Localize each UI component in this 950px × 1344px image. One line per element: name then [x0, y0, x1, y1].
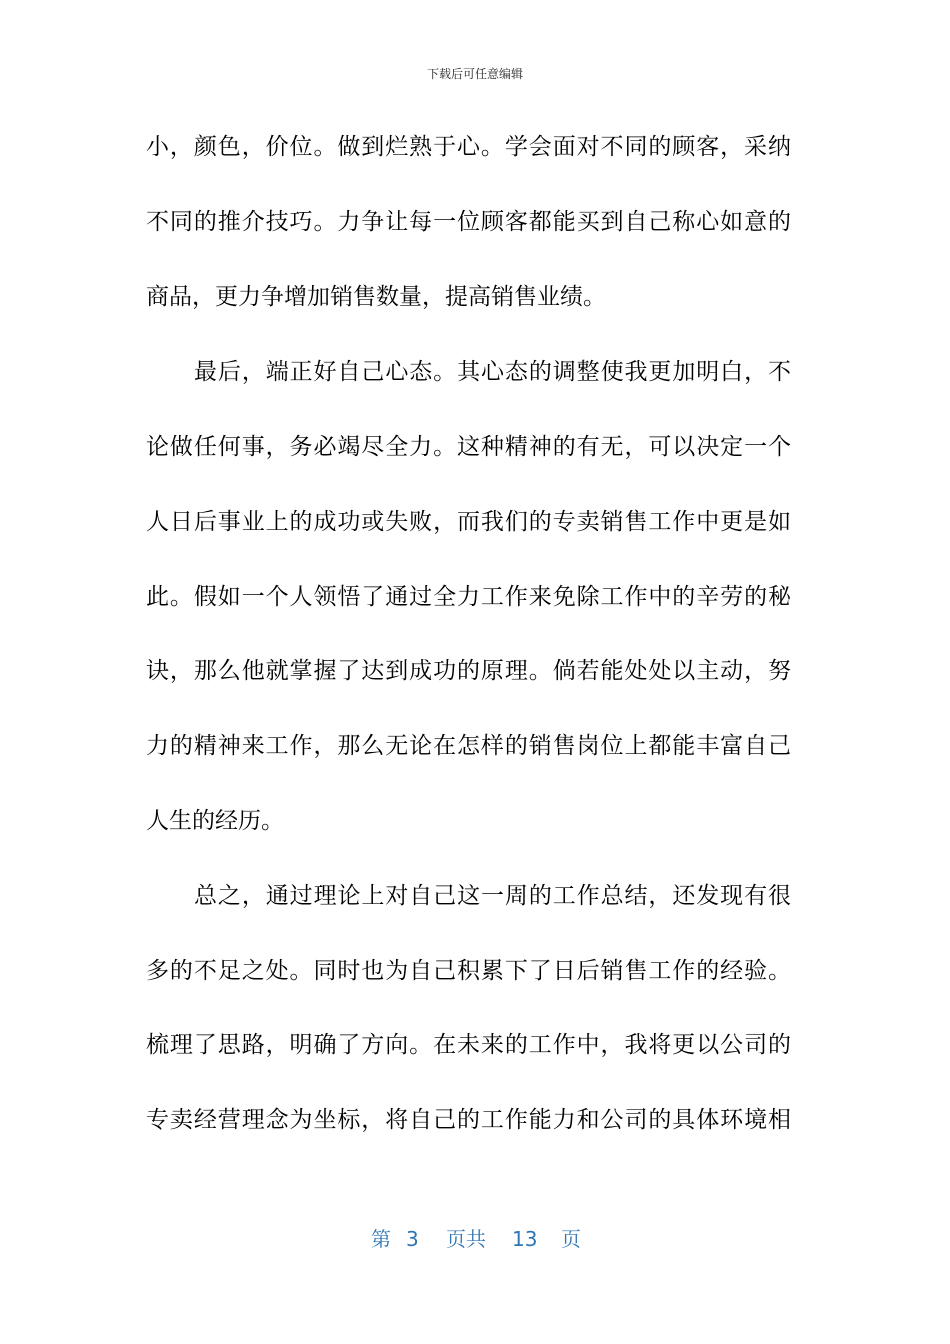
total-pages: 13 [512, 1227, 538, 1251]
footer-prefix: 第 [371, 1227, 391, 1251]
body-line: 论做任何事，务必竭尽全力。这种精神的有无，可以决定一个 [146, 434, 791, 460]
body-line: 梳理了思路，明确了方向。在未来的工作中，我将更以公司的 [146, 1032, 791, 1058]
footer-middle: 页共 [446, 1227, 486, 1251]
body-line: 最后，端正好自己心态。其心态的调整使我更加明白，不 [194, 359, 791, 385]
body-line: 专卖经营理念为坐标，将自己的工作能力和公司的具体环境相 [146, 1107, 791, 1133]
body-line: 力的精神来工作，那么无论在怎样的销售岗位上都能丰富自己 [146, 733, 791, 759]
body-line: 商品，更力争增加销售数量，提高销售业绩。 [146, 284, 606, 310]
footer-suffix: 页 [561, 1227, 581, 1251]
header-note: 下载后可任意编辑 [426, 67, 523, 81]
body-line: 人生的经历。 [146, 808, 284, 834]
body-line: 诀，那么他就掌握了达到成功的原理。倘若能处处以主动，努 [146, 658, 791, 684]
body-line: 此。假如一个人领悟了通过全力工作来免除工作中的辛劳的秘 [146, 584, 791, 610]
body-line: 总之，通过理论上对自己这一周的工作总结，还发现有很 [194, 883, 791, 909]
body-line: 小，颜色，价位。做到烂熟于心。学会面对不同的顾客，采纳 [146, 134, 791, 160]
current-page-number: 3 [406, 1227, 419, 1251]
body-line: 多的不足之处。同时也为自己积累下了日后销售工作的经验。 [146, 958, 791, 984]
body-line: 不同的推介技巧。力争让每一位顾客都能买到自己称心如意的 [146, 209, 791, 235]
body-line: 人日后事业上的成功或失败，而我们的专卖销售工作中更是如 [146, 509, 791, 535]
